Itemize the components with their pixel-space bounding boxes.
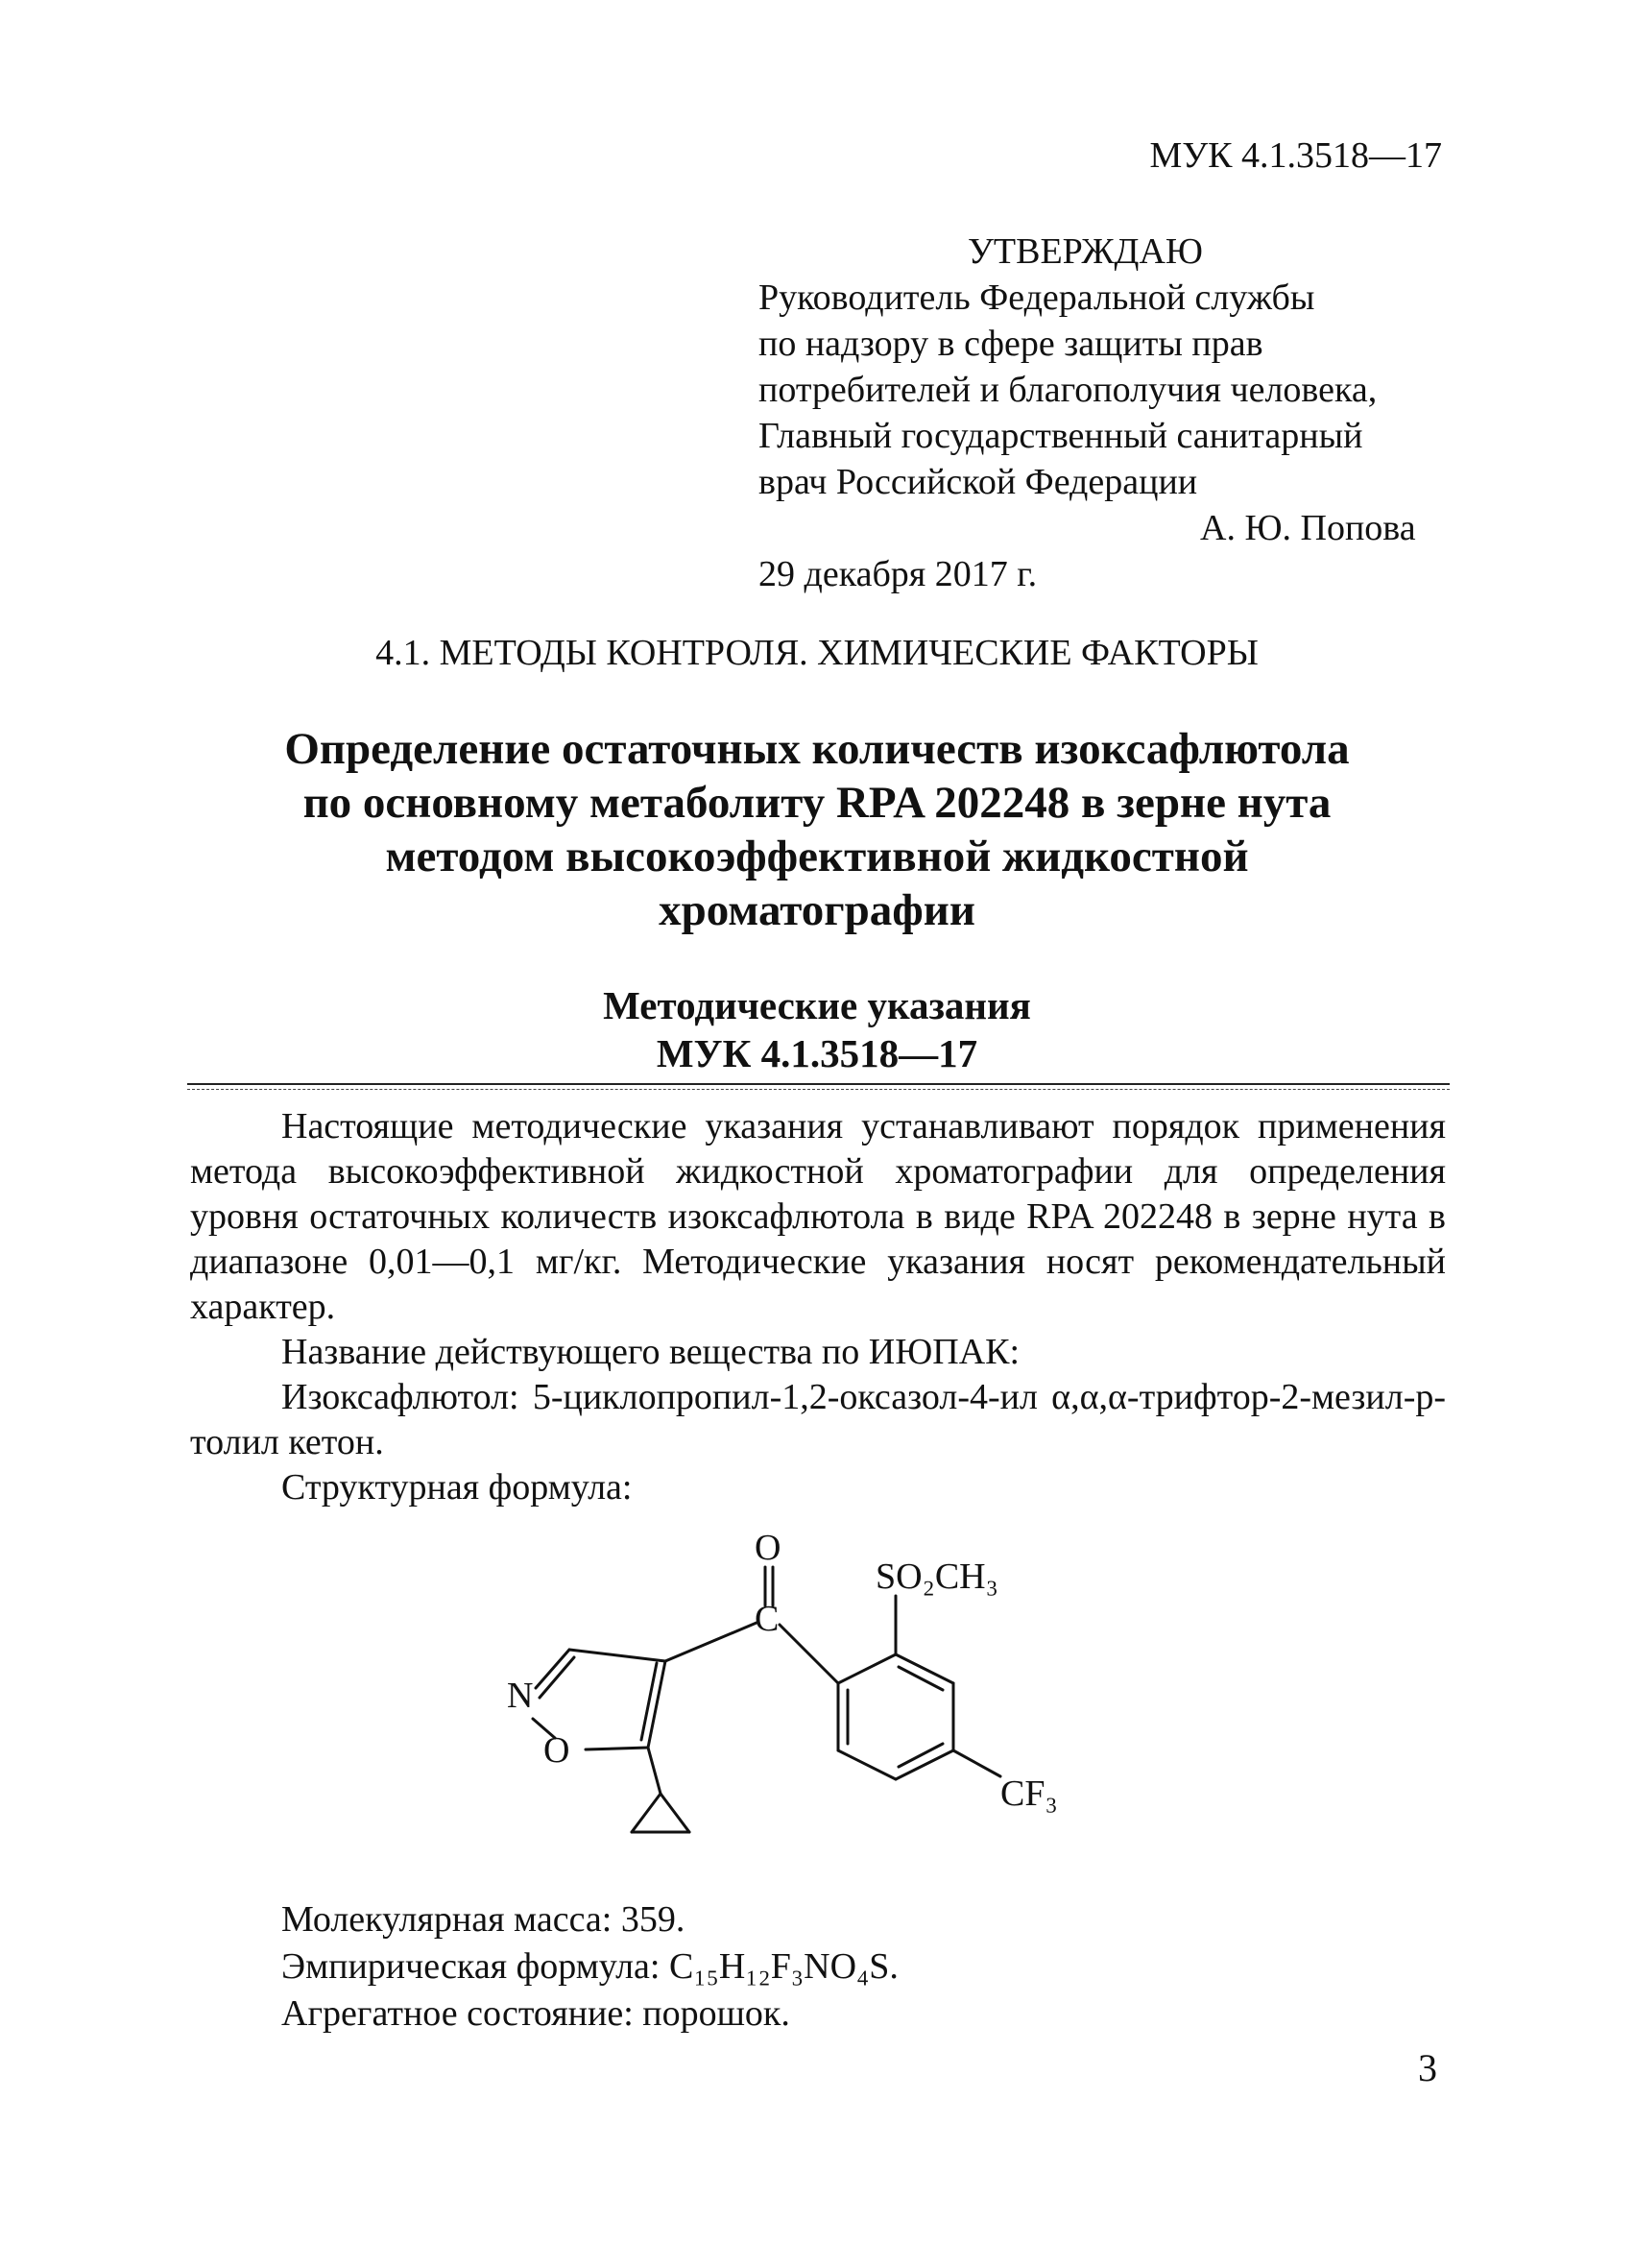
iupac-name-body: 5-циклопропил-1,2-оксазол-4-ил α,α,α-трифтор-2-мезил-р-толил кетон. — [190, 1377, 1447, 1462]
approval-date: 29 декабря 2017 г. — [758, 554, 1038, 594]
approval-line: Главный государственный санитарный — [758, 416, 1363, 456]
subtitle — [0, 981, 1634, 1077]
page-number: 3 — [1418, 2046, 1437, 2089]
main-title-line: хроматографии — [659, 885, 975, 935]
iupac-name — [190, 1375, 1446, 1465]
main-title — [0, 722, 1634, 937]
structural-formula — [451, 1517, 1181, 1901]
group-label-so2ch3: SO₂CH₃ — [876, 1556, 998, 1597]
main-title-line: Определение остаточных количеств изоксафлютола — [284, 724, 1350, 774]
aggregate-state-label: Агрегатное состояние: — [281, 1993, 634, 2034]
intro-paragraph: Настоящие методические указания устанавливают порядок применения метода высокоэффективной жидкостной хроматографии для определения уровня остаточных количеств изоксафлютола в виде RPA 202248 в зерне нута в диапазоне 0,01—0,1 мг/кг. Методические указания носят рекомендательный характер. — [190, 1106, 1446, 1327]
subtitle-kind: Методические указания — [603, 983, 1031, 1027]
aggregate-state-value: порошок. — [642, 1993, 790, 2034]
molecular-mass — [281, 1896, 899, 1943]
empirical-formula — [281, 1943, 899, 1991]
divider-dashed — [187, 1089, 1450, 1090]
iupac-name-prefix: Изоксафлютол: — [281, 1377, 519, 1417]
structure-label: Структурная формула: — [281, 1467, 633, 1508]
iupac-label: Название действующего вещества по ИЮПАК: — [281, 1332, 1021, 1372]
atom-label-n: N — [507, 1676, 534, 1716]
section-title: 4.1. МЕТОДЫ КОНТРОЛЯ. ХИМИЧЕСКИЕ ФАКТОРЫ — [375, 633, 1259, 673]
approval-block — [758, 229, 1416, 597]
main-title-line: методом высокоэффективной жидкостной — [385, 832, 1249, 881]
atom-label-c: C — [755, 1599, 780, 1639]
approval-line: врач Российской Федерации — [758, 462, 1198, 502]
molecular-mass-value: 359. — [620, 1899, 685, 1940]
atom-label-o-ring: O — [543, 1730, 570, 1771]
atom-label-o: O — [755, 1528, 781, 1568]
divider — [187, 1083, 1450, 1085]
molecular-mass-label: Молекулярная масса: — [281, 1899, 613, 1940]
main-title-line: по основному метаболиту RPA 202248 в зерне нута — [302, 778, 1332, 828]
doc-code-header: МУК 4.1.3518—17 — [1149, 135, 1442, 176]
body-text — [190, 1104, 1446, 1510]
empirical-formula-label: Эмпирическая формула: — [281, 1946, 661, 1987]
properties-block — [281, 1896, 899, 2038]
approval-line: Руководитель Федеральной службы — [758, 277, 1315, 318]
approval-signatory: А. Ю. Попова — [1200, 508, 1416, 548]
approval-title: УТВЕРЖДАЮ — [968, 231, 1203, 272]
subtitle-code: МУК 4.1.3518—17 — [656, 1031, 978, 1075]
aggregate-state — [281, 1991, 899, 2038]
group-label-cf3: CF₃ — [1000, 1773, 1058, 1814]
empirical-formula-value: C₁₅H₁₂F₃NO₄S. — [668, 1946, 899, 1987]
approval-line: потребителей и благополучия человека, — [758, 370, 1378, 410]
approval-line: по надзору в сфере защиты прав — [758, 324, 1263, 364]
